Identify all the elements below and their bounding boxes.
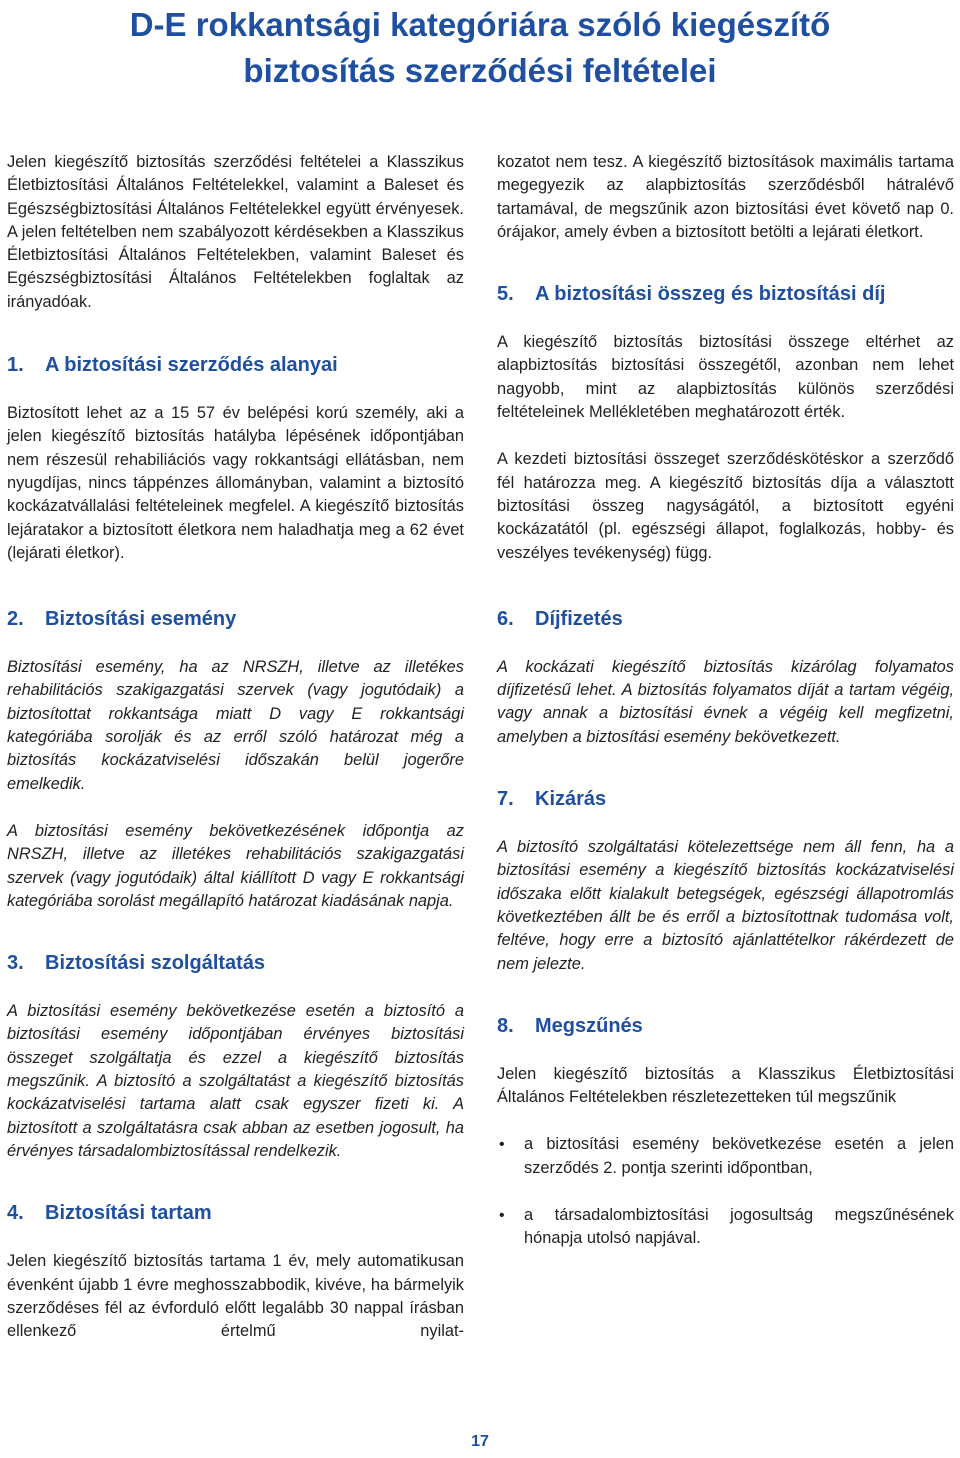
section-5-paragraph-2: A kezdeti biztosítási összeget szerződéskötéskor a szerződő fél határozza meg. A kiegészítő biztosítás díja a választott biztosítási összeg nagyságától, a biztosított egyéni kockázatától (pl. egészségi állapot, foglalkozás, hobby- és veszélyes tevékenység) függ. [497,450,954,562]
section-4-paragraph-1: Jelen kiegészítő biztosítás tartama 1 év, mely automatikusan évenként újabb 1 évre meghosszabbodik, kivéve, ha bármelyik szerződéses fél az évforduló előtt legalább 30 nappal írásban ellenkező értelmű nyilat- [7,1252,464,1341]
section-3-title: Biztosítási szolgáltatás [45,952,266,975]
section-5-number: 5. [497,283,514,306]
bullet-icon: • [499,1136,505,1154]
section-8-paragraph-1: Jelen kiegészítő biztosítás a Klasszikus Életbiztosítási Általános Feltételekben részletezetteken túl megszűnik [497,1064,954,1107]
title-line-1: D-E rokkantsági kategóriára szóló kiegészítő [129,6,831,43]
section-6-heading [497,605,954,633]
section-3-heading [7,949,464,977]
section-1-heading [7,351,464,379]
section-5-title: A biztosítási összeg és biztosítási díj [535,283,886,306]
page-number: 17 [471,1433,489,1450]
section-8-bullet-list [497,1133,954,1250]
section-1-number: 1. [7,354,24,377]
list-item [497,1133,954,1180]
section-5-heading [497,280,954,308]
list-item [497,1204,954,1251]
section-4-title: Biztosítási tartam [45,1202,212,1225]
section-8-number: 8. [497,1014,514,1037]
section-6-number: 6. [497,607,514,630]
section-2-paragraph-1: Biztosítási esemény, ha az NRSZH, illetve az illetékes rehabilitációs szakigazgatási szervek (vagy jogutódaik) a biztosítottat rokkantsága miatt D vagy E rokkantsági kategóriába sorolják és az erről szóló határozat még a biztosítás kockázatviselési időszakán belül jogerőre emelkedik. [7,658,464,793]
section-7-number: 7. [497,788,514,811]
title-line-2: biztosítás szerződési feltételei [243,52,717,89]
section-1-title: A biztosítási szerződés alanyai [45,354,338,377]
section-2-title: Biztosítási esemény [45,608,237,631]
page-title [0,2,960,94]
left-column [7,151,464,1367]
section-2-paragraph-2: A biztosítási esemény bekövetkezésének időpontja az NRSZH, illetve az illetékes rehabilitációs szakigazgatási szervek (vagy jogutódaik) által kiállított D vagy E rokkantsági kategóriába sorolást megállapító határozat kiadásának napja. [7,821,464,910]
section-6-title: Díjfizetés [535,607,623,630]
section-7-title: Kizárás [535,788,607,811]
bullet-text: a biztosítási esemény bekövetkezése esetén a jelen szerződés 2. pontja szerinti időpontban, [524,1135,954,1177]
section-8-heading [497,1012,954,1040]
section-7-paragraph-1: A biztosító szolgáltatási kötelezettsége nem áll fenn, ha a biztosítási esemény a kiegészítő biztosítás kockázatviselési időszaka előtt kialakult betegségek, egészségi állapotromlás következtében állt be és erről a biztosítottnak tudomása volt, feltéve, hogy erre a biztosító ajánlattételkor rákérdezett de nem jelezte. [497,838,954,973]
section-4-number: 4. [7,1202,24,1225]
intro-paragraph: Jelen kiegészítő biztosítás szerződési feltételei a Klasszikus Életbiztosítási Általános Feltételekkel, valamint a Baleset és Egészségbiztosítási Általános Feltételekkel együtt érvényesek. A jelen feltételben nem szabályozott kérdésekben a Klasszikus Életbiztosítási Általános Feltételekben, valamint Baleset és Egészségbiztosítási Általános Feltételekben foglaltak az irányadóak. [7,153,464,311]
section-2-heading [7,605,464,633]
section-3-paragraph-1: A biztosítási esemény bekövetkezése esetén a biztosító a biztosítási esemény időpontjában érvényes biztosítási összeget szolgáltatja és ezzel a kiegészítő biztosítás megszűnik. A biztosító a szolgáltatást a kiegészítő biztosítás kockázatviselési tartama alatt csak egyszer fizeti ki. A biztosított a szolgáltatásra csak abban az esetben jogosult, ha érvényes társadalombiztosítással rendelkezik. [7,1002,464,1160]
right-column [497,151,954,1275]
section-2-number: 2. [7,608,24,631]
bullet-icon: • [499,1207,505,1225]
section-1-paragraph-1: Biztosított lehet az a 15 57 év belépési korú személy, aki a jelen kiegészítő biztosítás hatályba lépésének időpontjában nem részesül rehabiliációs vagy rokkantsági ellátásban, nem nyugdíjas, nincs táppénzes állományban, valamint a biztosító kockázatvállalási feltételeinek megfelel. A kiegészítő biztosítás lejáratakor a biztosított életkora nem haladhatja meg a 62 évet (lejárati életkor). [7,404,464,562]
section-5-paragraph-1: A kiegészítő biztosítás biztosítási összege eltérhet az alapbiztosítás biztosítási összegétől, azonban nem lehet nagyobb, mint az alapbiztosítás különös szerződési feltételeinek Mellékletében meghatározott érték. [497,333,954,422]
section-4-heading [7,1199,464,1227]
section-4-continuation: kozatot nem tesz. A kiegészítő biztosítások maximális tartama megegyezik az alapbiztosítás szerződésből hátralévő tartamával, de megszűnik azon biztosítási évet követő nap 0. órájakor, amely évben a biztosított betölti a lejárati életkort. [497,153,954,241]
section-3-number: 3. [7,952,24,975]
section-7-heading [497,785,954,813]
section-6-paragraph-1: A kockázati kiegészítő biztosítás kizárólag folyamatos díjfizetésű lehet. A biztosítás folyamatos díját a tartam végéig, vagy annak a biztosítási évnek a végéig kell megfizetni, amelyben a biztosítási esemény bekövetkezett. [497,657,954,746]
section-8-title: Megszűnés [535,1014,643,1037]
bullet-text: a társadalombiztosítási jogosultság megszűnésének hónapja utolsó napjával. [524,1206,954,1248]
